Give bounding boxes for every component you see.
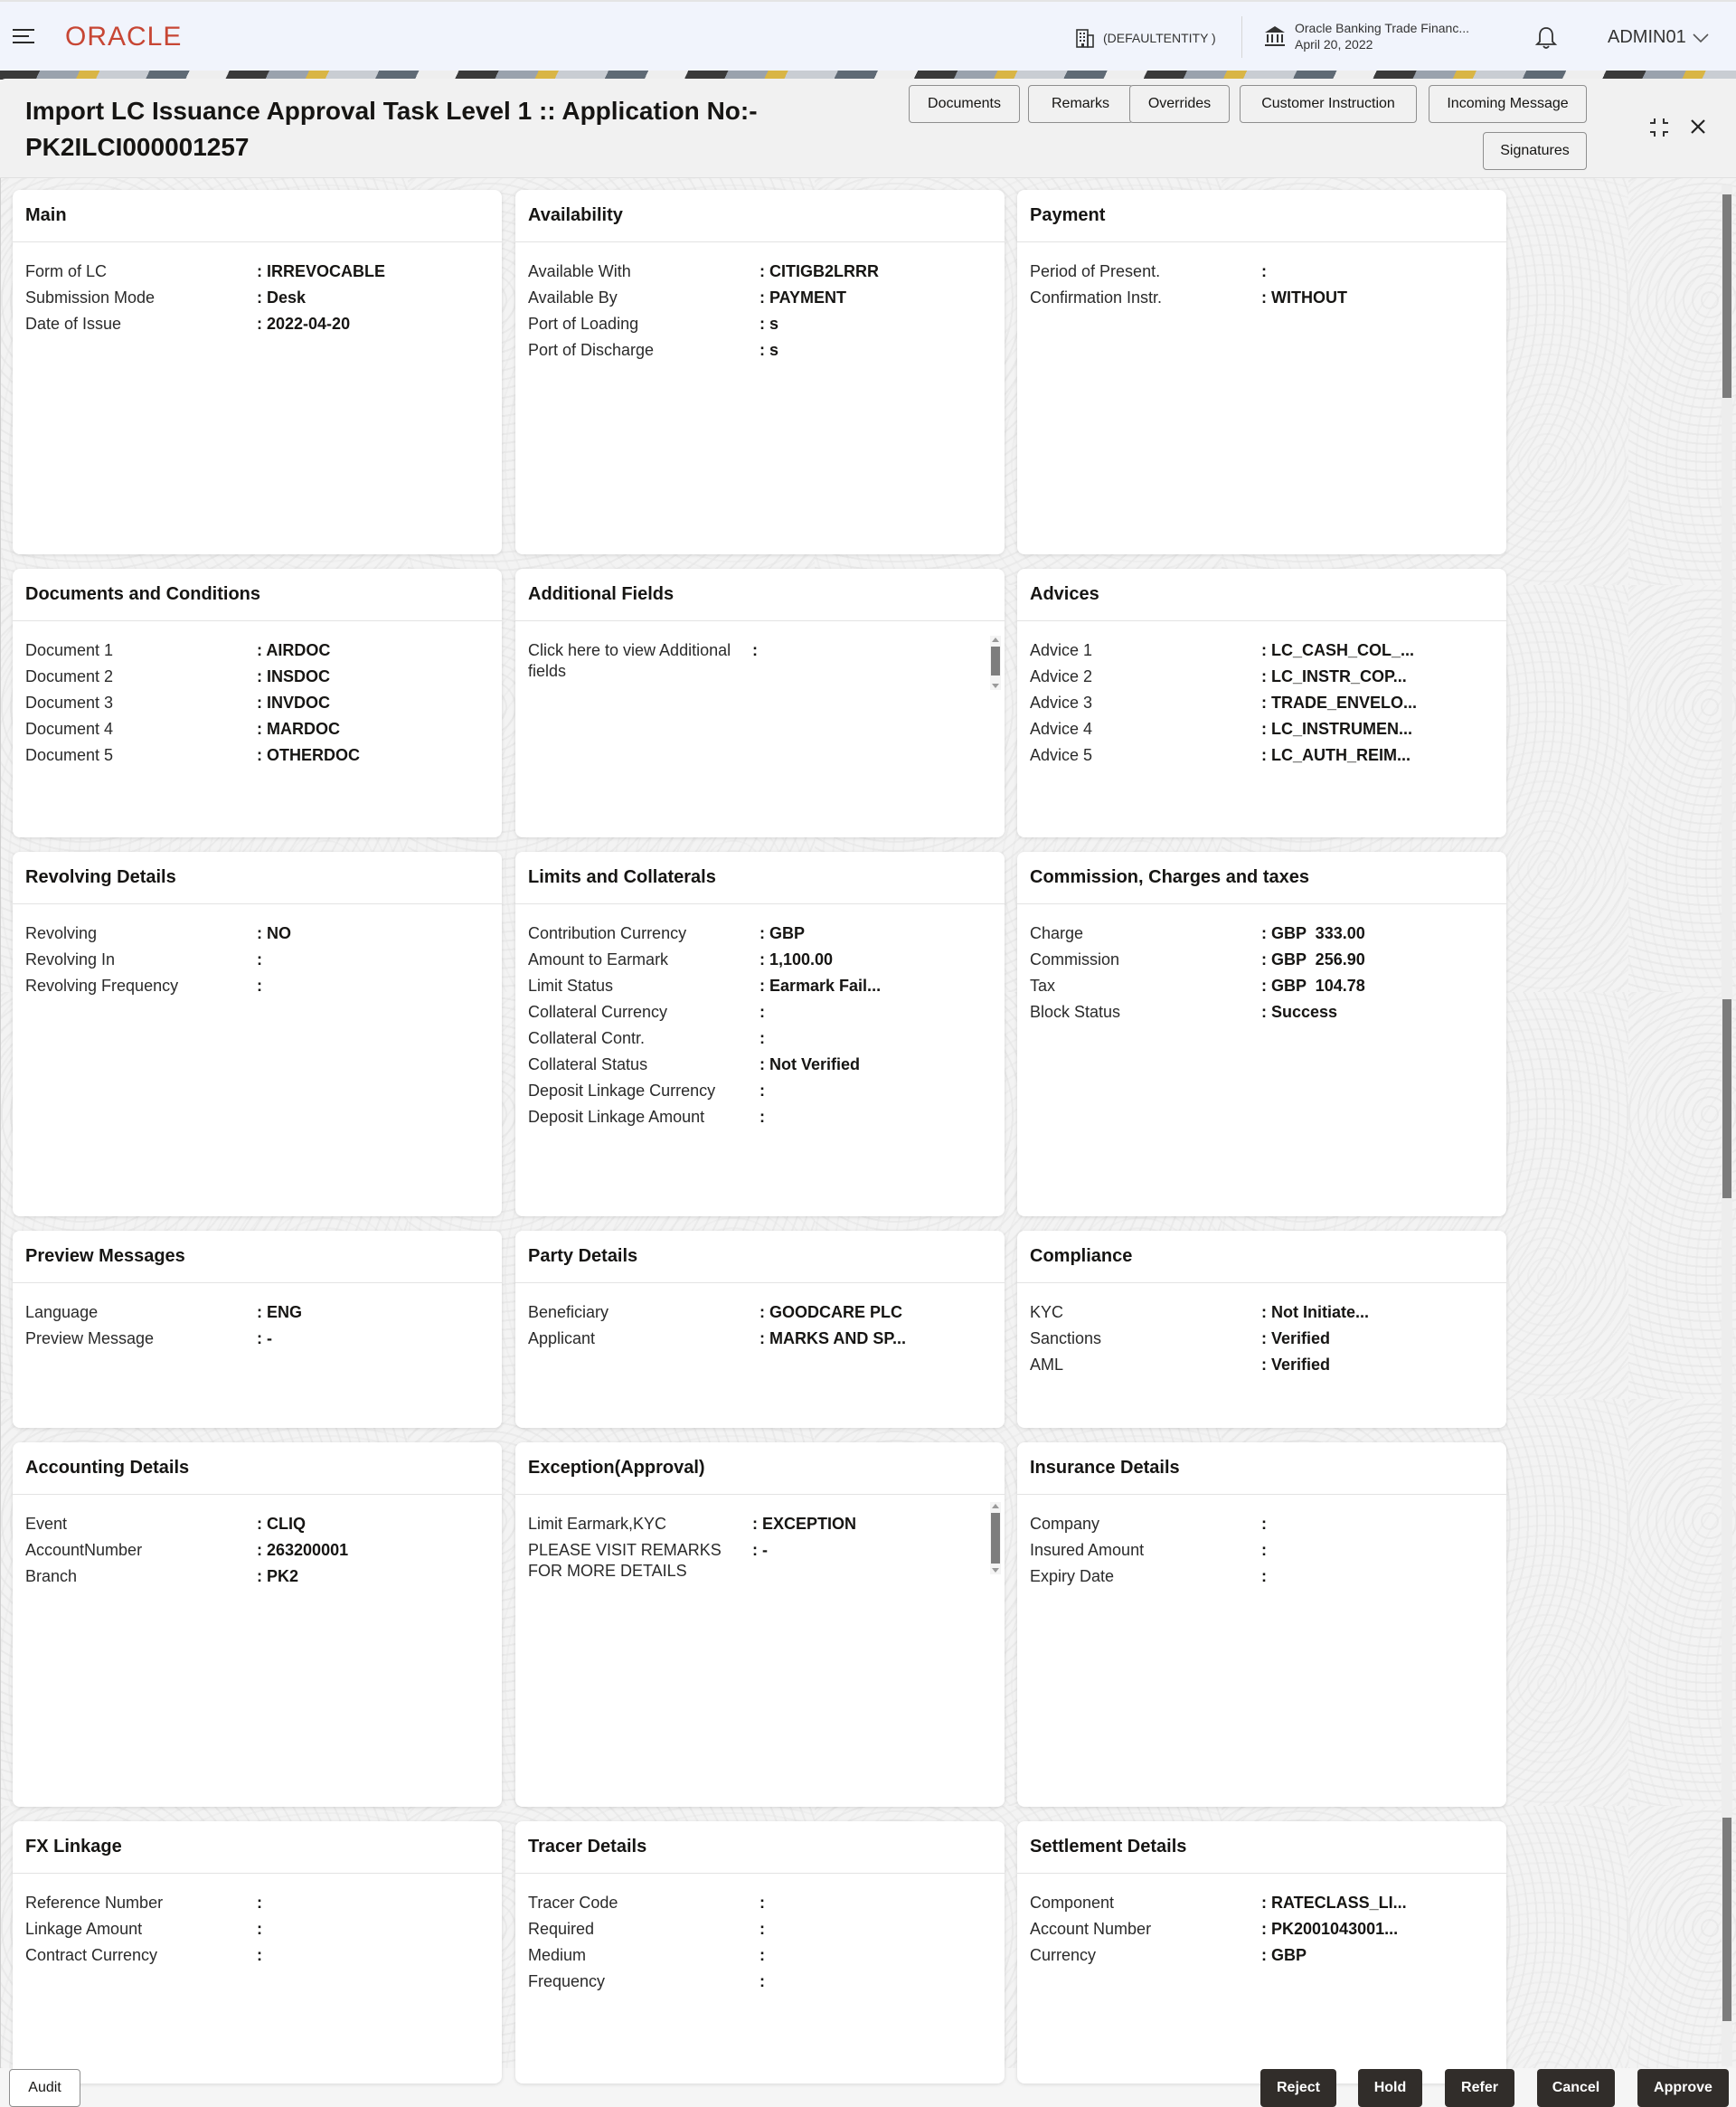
branch-info[interactable]	[1262, 20, 1469, 52]
additional-fields-link[interactable]: Click here to view Additional fields :	[528, 638, 992, 682]
field-row: Component : RATECLASS_LI...	[1030, 1890, 1494, 1916]
field-row: Advice 4 : LC_INSTRUMEN...	[1030, 716, 1494, 742]
card-insurance-details	[1017, 1442, 1506, 1807]
user-name: ADMIN01	[1608, 27, 1686, 47]
field-row: Collateral Status : Not Verified	[528, 1052, 992, 1078]
field-row: Branch : PK2	[25, 1564, 489, 1590]
field-row: Available By : PAYMENT	[528, 285, 992, 311]
card-availability	[515, 190, 1005, 554]
card-documents-and-conditions	[13, 569, 502, 837]
bank-name: Oracle Banking Trade Financ...	[1295, 21, 1469, 35]
field-row: Period of Present. :	[1030, 259, 1494, 285]
card-title: Limits and Collaterals	[515, 852, 1005, 904]
field-row: Expiry Date :	[1030, 1564, 1494, 1590]
card-advices	[1017, 569, 1506, 837]
card-accounting-details	[13, 1442, 502, 1807]
hamburger-menu-icon[interactable]	[13, 29, 34, 45]
card-exception-approval	[515, 1442, 1005, 1807]
field-row: Advice 3 : TRADE_ENVELO...	[1030, 690, 1494, 716]
field-row: Collateral Currency :	[528, 999, 992, 1025]
card-title: Commission, Charges and taxes	[1017, 852, 1506, 904]
field-row: Tax : GBP 104.78	[1030, 973, 1494, 999]
card-title: Additional Fields	[515, 569, 1005, 621]
card-title: Party Details	[515, 1231, 1005, 1283]
card-additional-fields	[515, 569, 1005, 837]
card-title: Advices	[1017, 569, 1506, 621]
card-scrollbar[interactable]	[990, 636, 1001, 690]
field-row: Linkage Amount :	[25, 1916, 489, 1942]
card-title: Exception(Approval)	[515, 1442, 1005, 1495]
page-scrollbar[interactable]	[1722, 185, 1732, 1393]
chevron-down-icon	[1692, 32, 1710, 44]
oracle-logo: ORACLE	[65, 22, 183, 52]
field-row: Port of Discharge : s	[528, 337, 992, 364]
field-row: Sanctions : Verified	[1030, 1326, 1494, 1352]
page-title: Import LC Issuance Approval Task Level 1 :: Application No:- PK2ILCI000001257	[25, 97, 758, 161]
field-row: Limit Status : Earmark Fail...	[528, 973, 992, 999]
field-row: Deposit Linkage Currency :	[528, 1078, 992, 1104]
field-row: Advice 5 : LC_AUTH_REIM...	[1030, 742, 1494, 769]
field-row: Deposit Linkage Amount :	[528, 1104, 992, 1130]
field-row: Event : CLIQ	[25, 1511, 489, 1537]
bell-icon[interactable]	[1534, 25, 1558, 51]
field-row: PLEASE VISIT REMARKS FOR MORE DETAILS : -	[528, 1537, 992, 1582]
field-row: Reference Number :	[25, 1890, 489, 1916]
card-settlement-details	[1017, 1821, 1506, 2083]
field-row: Block Status : Success	[1030, 999, 1494, 1025]
field-row: Contribution Currency : GBP	[528, 921, 992, 947]
customer-instruction-button[interactable]: Customer Instruction	[1240, 85, 1417, 123]
card-limits-and-collaterals	[515, 852, 1005, 1216]
field-row: Form of LC : IRREVOCABLE	[25, 259, 489, 285]
field-row: Advice 1 : LC_CASH_COL_...	[1030, 638, 1494, 664]
card-title: Tracer Details	[515, 1821, 1005, 1874]
field-row: Document 2 : INSDOC	[25, 664, 489, 690]
field-row: Revolving Frequency :	[25, 973, 489, 999]
field-row: Language : ENG	[25, 1299, 489, 1326]
field-row: Port of Loading : s	[528, 311, 992, 337]
card-commission-charges-taxes	[1017, 852, 1506, 1216]
card-title: Compliance	[1017, 1231, 1506, 1283]
cancel-button[interactable]: Cancel	[1537, 2069, 1615, 2107]
card-compliance	[1017, 1231, 1506, 1428]
field-row: Document 1 : AIRDOC	[25, 638, 489, 664]
card-title: Settlement Details	[1017, 1821, 1506, 1874]
field-row: Limit Earmark,KYC : EXCEPTION	[528, 1511, 992, 1537]
documents-button[interactable]: Documents	[909, 85, 1020, 123]
approve-button[interactable]: Approve	[1637, 2069, 1729, 2107]
divider	[1241, 16, 1242, 58]
top-navigation-bar	[0, 0, 1736, 71]
field-row: AML : Verified	[1030, 1352, 1494, 1378]
field-row: Available With : CITIGB2LRRR	[528, 259, 992, 285]
field-row: Charge : GBP 333.00	[1030, 921, 1494, 947]
bank-icon	[1262, 24, 1288, 49]
field-row: Amount to Earmark : 1,100.00	[528, 947, 992, 973]
card-title: Insurance Details	[1017, 1442, 1506, 1495]
card-title: Availability	[515, 190, 1005, 242]
card-title: Accounting Details	[13, 1442, 502, 1495]
building-icon	[1074, 27, 1096, 49]
action-footer	[0, 2068, 1736, 2107]
card-revolving-details	[13, 852, 502, 1216]
incoming-message-button[interactable]: Incoming Message	[1429, 85, 1587, 123]
card-scrollbar[interactable]	[990, 1502, 1001, 1574]
field-row: Company :	[1030, 1511, 1494, 1537]
field-row: Account Number : PK2001043001...	[1030, 1916, 1494, 1942]
field-row: Document 4 : MARDOC	[25, 716, 489, 742]
field-row: Frequency :	[528, 1969, 992, 1995]
field-row: Beneficiary : GOODCARE PLC	[528, 1299, 992, 1326]
page-scrollbar-lower[interactable]	[1722, 1393, 1732, 2066]
hold-button[interactable]: Hold	[1358, 2069, 1422, 2107]
card-party-details	[515, 1231, 1005, 1428]
close-icon[interactable]	[1687, 116, 1709, 137]
field-row: Preview Message : -	[25, 1326, 489, 1352]
field-row: Applicant : MARKS AND SP...	[528, 1326, 992, 1352]
field-row: Submission Mode : Desk	[25, 285, 489, 311]
card-payment	[1017, 190, 1506, 554]
field-row: AccountNumber : 263200001	[25, 1537, 489, 1564]
user-menu[interactable]	[1608, 27, 1710, 48]
field-row: Advice 2 : LC_INSTR_COP...	[1030, 664, 1494, 690]
card-title: FX Linkage	[13, 1821, 502, 1874]
field-row: Contract Currency :	[25, 1942, 489, 1969]
field-row: Commission : GBP 256.90	[1030, 947, 1494, 973]
card-title: Main	[13, 190, 502, 242]
collapse-icon[interactable]	[1647, 116, 1671, 139]
card-main	[13, 190, 502, 554]
field-row: Medium :	[528, 1942, 992, 1969]
refer-button[interactable]: Refer	[1445, 2069, 1514, 2107]
card-tracer-details	[515, 1821, 1005, 2083]
signatures-button[interactable]: Signatures	[1483, 132, 1587, 170]
card-title: Documents and Conditions	[13, 569, 502, 621]
field-row: Insured Amount :	[1030, 1537, 1494, 1564]
card-title: Preview Messages	[13, 1231, 502, 1283]
field-row: Document 5 : OTHERDOC	[25, 742, 489, 769]
card-title: Payment	[1017, 190, 1506, 242]
bank-date: April 20, 2022	[1295, 37, 1373, 52]
field-row: Tracer Code :	[528, 1890, 992, 1916]
card-preview-messages	[13, 1231, 502, 1428]
reject-button[interactable]: Reject	[1260, 2069, 1336, 2107]
field-row: Date of Issue : 2022-04-20	[25, 311, 489, 337]
card-title: Revolving Details	[13, 852, 502, 904]
entity-selector[interactable]	[1074, 27, 1216, 49]
remarks-button[interactable]: Remarks	[1028, 85, 1133, 123]
field-row: Document 3 : INVDOC	[25, 690, 489, 716]
card-fx-linkage	[13, 1821, 502, 2083]
field-row: Currency : GBP	[1030, 1942, 1494, 1969]
field-row: Required :	[528, 1916, 992, 1942]
field-row: Revolving : NO	[25, 921, 489, 947]
overrides-button[interactable]: Overrides	[1129, 85, 1230, 123]
field-row: KYC : Not Initiate...	[1030, 1299, 1494, 1326]
field-row: Revolving In :	[25, 947, 489, 973]
entity-label: (DEFAULTENTITY )	[1103, 31, 1216, 45]
field-row: Confirmation Instr. : WITHOUT	[1030, 285, 1494, 311]
audit-button[interactable]: Audit	[9, 2069, 80, 2107]
field-row: Collateral Contr. :	[528, 1025, 992, 1052]
